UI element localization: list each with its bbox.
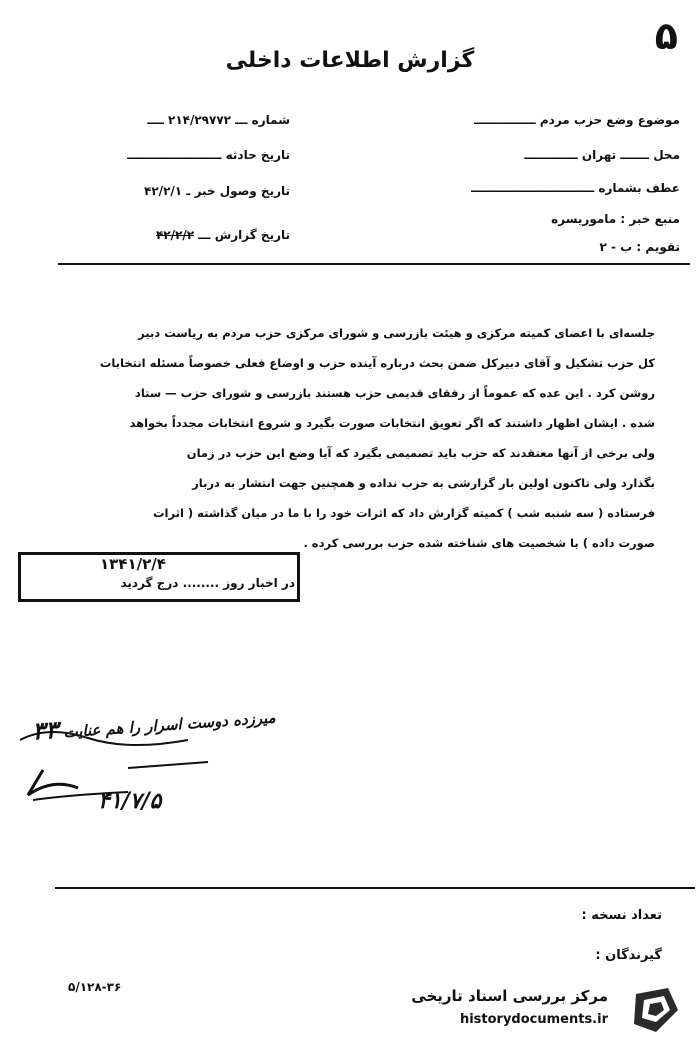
stamp-text: در اخبار روز ........ درج گردید <box>120 576 295 590</box>
field-label: محل <box>653 148 680 162</box>
field-label: تقویم <box>645 240 680 254</box>
body-line: کل حزب تشکیل و آقای دبیرکل ضمن بحث درباره آینده حزب و اوضاع فعلی خصوصاً مسئله انتخابات <box>99 356 655 370</box>
field-label: تاریخ گزارش <box>214 228 290 242</box>
body-line: روشن کرد . این عده که عموماً از رفقای قدیمی حزب هستند بازرسی و شورای حزب — ستاد <box>134 386 655 400</box>
field-value: ۴۲/۲/۲ <box>155 228 195 242</box>
subject-field: موضوع وضع حزب مردم ـــــــــــــــ <box>474 113 680 127</box>
location-field: محل ـــــــ تهران ـــــــــــــ <box>524 148 680 162</box>
field-label: موضوع <box>637 113 680 127</box>
field-label: تاریخ حادثه <box>225 148 290 162</box>
document-code: ۵/۱۲۸-۳۶ <box>68 980 122 994</box>
field-label: عطف بشماره <box>598 181 680 195</box>
receipt-date-field: تاریخ وصول خبر ـ ۴۲/۲/۱ <box>144 184 290 198</box>
field-value: ۴۲/۲/۱ <box>144 184 183 198</box>
rating-field: تقویم : ب - ۲ <box>599 240 680 254</box>
incident-date-field: تاریخ حادثه ـــــــــــــــــــــــ <box>127 148 290 162</box>
body-line: جلسه‌ای با اعضای کمیته مرکزی و هیئت بازرسی و شورای مرکزی حزب مردم به ریاست دبیر <box>138 326 655 340</box>
body-line: صورت داده ) با شخصیت های شناخته شده حزب بررسی کرده . <box>303 536 655 550</box>
page-number: ۵ <box>654 14 678 58</box>
handwritten-date: ۴۱/۷/۵ <box>98 788 162 814</box>
field-value: ۲۱۴/۲۹۷۷۲ <box>168 113 231 127</box>
source-field: منبع خبر : ماموریسره <box>551 212 680 226</box>
report-body <box>55 318 655 558</box>
copies-field: تعداد نسخه : <box>581 908 662 923</box>
number-field: شماره ـــ ۲۱۴/۲۹۷۷۲ ــــ <box>147 113 290 127</box>
body-line: فرستاده ( سه شنبه شب ) کمیته گزارش داد که اثرات خود را با ما در میان گذاشته ( اثرات <box>153 506 655 520</box>
stamp-date: ۱۳۴۱/۲/۴ <box>100 555 166 573</box>
reference-field: عطف بشماره ــــــــــــــــــــــــــــــ <box>471 181 680 195</box>
watermark-title: مرکز بررسی اسناد تاریخی <box>411 987 608 1005</box>
field-value: ماموریسره <box>551 212 617 226</box>
field-value: ب - ۲ <box>599 240 633 254</box>
field-label: شماره <box>251 113 290 127</box>
report-date-field: تاریخ گزارش ـــ ۴۲/۲/۲ <box>155 228 290 242</box>
field-value: وضع حزب مردم <box>539 113 634 127</box>
recipients-field: گیرندگان : <box>595 948 662 963</box>
report-title: گزارش اطلاعات داخلی <box>225 48 475 73</box>
body-line: شده . ایشان اظهار داشتند که اگر تعویق انتخابات صورت بگیرد و شروع انتخابات مجدداً بخواهد <box>129 416 655 430</box>
archive-logo-icon <box>628 984 684 1036</box>
field-label: تاریخ وصول خبر <box>194 184 290 198</box>
watermark-url: historydocuments.ir <box>459 1012 608 1027</box>
footer-divider <box>55 887 695 889</box>
body-line: بگذارد ولی تاکنون اولین بار گزارشی به حزب نداده و همچنین جهت انتشار به دربار <box>192 476 655 490</box>
handwritten-number: ۳۳ <box>31 714 60 746</box>
field-label: منبع خبر <box>629 212 680 226</box>
header-divider <box>58 263 690 265</box>
body-line: ولی برخی از آنها معتقدند که حزب باید تصمیمی بگیرد که آیا وضع این حزب در زمان <box>186 446 655 460</box>
field-value: تهران <box>581 148 617 162</box>
handwritten-note: میرزده دوست اسرار را هم عنایت ۳۳ <box>31 708 277 746</box>
